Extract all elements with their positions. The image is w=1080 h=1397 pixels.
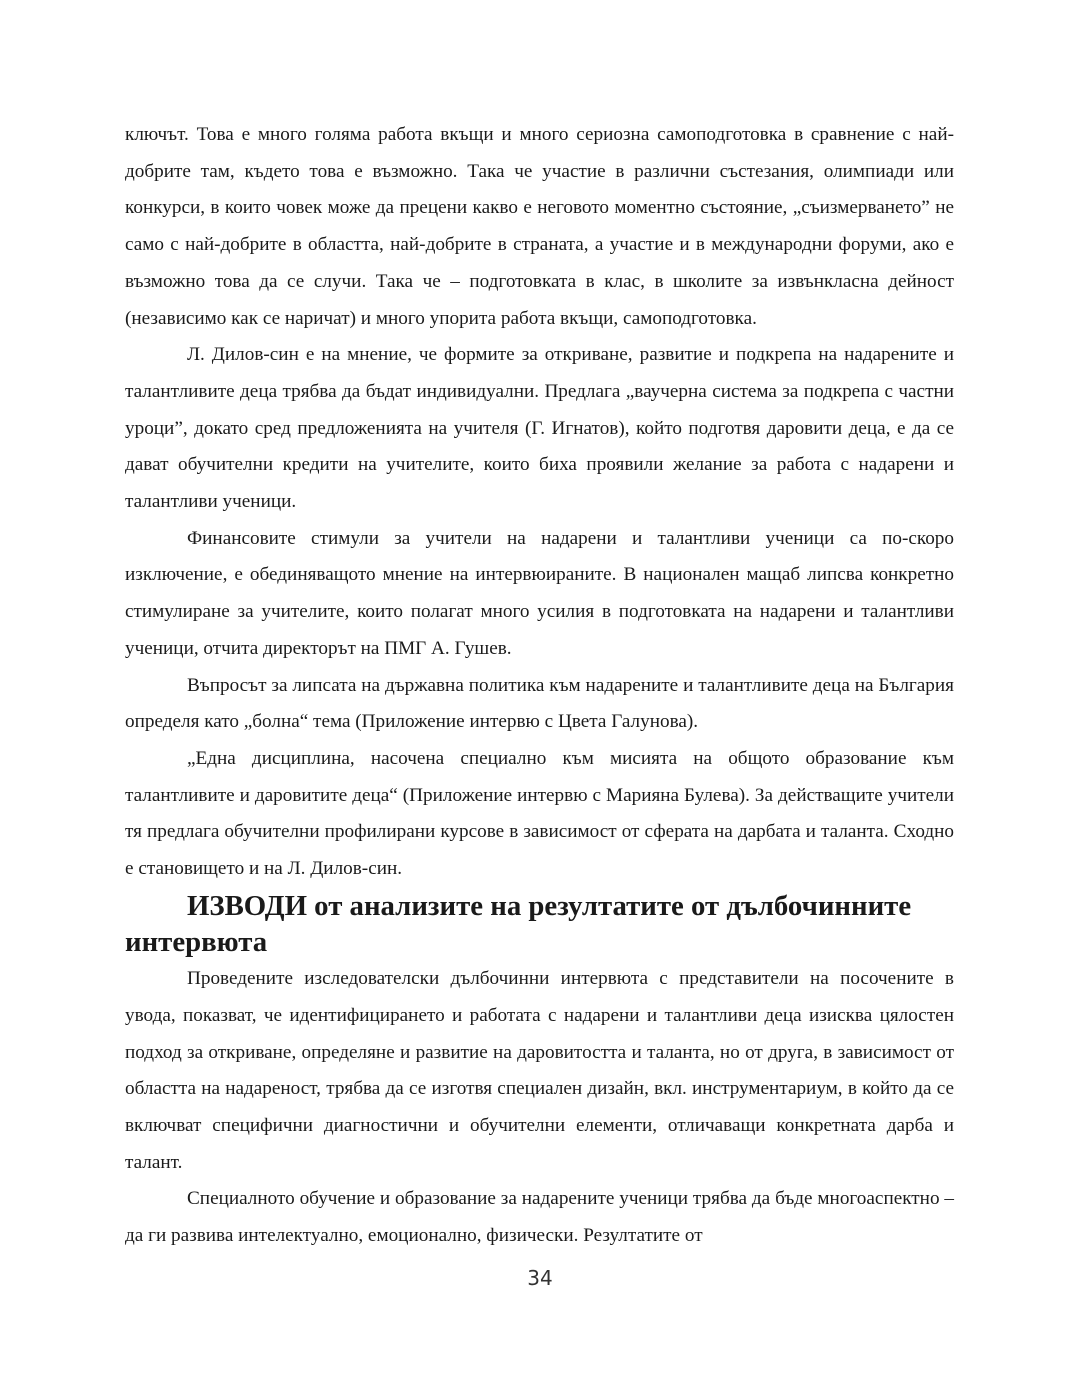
paragraph: ключът. Това е много голяма работа вкъщи и много сериозна самоподготовка в сравнение с най-добрите там, където това е възможно. Така че участие в различни състезания, олимпиади или конкурси, в които човек може да прецени какво е неговото моментно състояние, „съизмерването” не само с най-добрите в областта, най-добрите в страната, а участие и в международни форуми, ако е възможно това да се случи. Така че – подготовката в клас, в школите за извънкласна дейност (независимо как се наричат) и много упорита работа вкъщи, самоподготовка. [125,124,954,329]
paragraph: Финансовите стимули за учители на надарени и талантливи ученици са по-скоро изключение, е обединяващото мнение на интервюираните. В национален мащаб липсва конкретно стимулиране за учителите, които полагат много усилия в подготовката на надарени и талантливи ученици, отчита директорът на ПМГ А. Гушев. [125,527,954,659]
paragraph: Проведените изследователски дълбочинни интервюта с представители на посочените в увода, показват, че идентифицирането и работата с надарени и талантливи деца изисква цялостен подход за откриване, определяне и развитие на даровитостта и таланта, но от друга, в зависимост от областта на надареност, трябва да се изготвя специален дизайн, вкл. инструментариум, в който да се включват специфични диагностични и обучителни елементи, отличаващи конкретната дарба и талант. [125,968,954,1173]
page-body [125,117,954,1255]
paragraph: „Една дисциплина, насочена специално към мисията на общото образование към талантливите и даровитите деца“ (Приложение интервю с Марияна Булева). За действащите учители тя предлага обучителни профилирани курсове в зависимост от сферата на дарбата и таланта. Сходно е становището и на Л. Дилов-син. [125,747,954,880]
paragraph: Въпросът за липсата на държавна политика към надарените и талантливите деца на България определя като „болна“ тема (Приложение интервю с Цвета Галунова). [125,674,954,733]
page-number: 34 [527,1266,553,1290]
paragraph: Специалното обучение и образование за надарените ученици трябва да бъде многоаспектно – да ги развива интелектуално, емоционално, физически. Резултатите от [125,1188,954,1247]
section-heading: ИЗВОДИ от анализите на резултатите от дълбочинните интервюта [125,889,912,959]
paragraph: Л. Дилов-син е на мнение, че формите за откриване, развитие и подкрепа на надарените и талантливите деца трябва да бъдат индивидуални. Предлага „ваучерна система за подкрепа с частни уроци”, докато сред предложенията на учителя (Г. Игнатов), който подготвя даровити деца, е да се дават обучителни кредити на учителите, които биха проявили желание за работа с надарени и талантливи ученици. [125,344,954,513]
